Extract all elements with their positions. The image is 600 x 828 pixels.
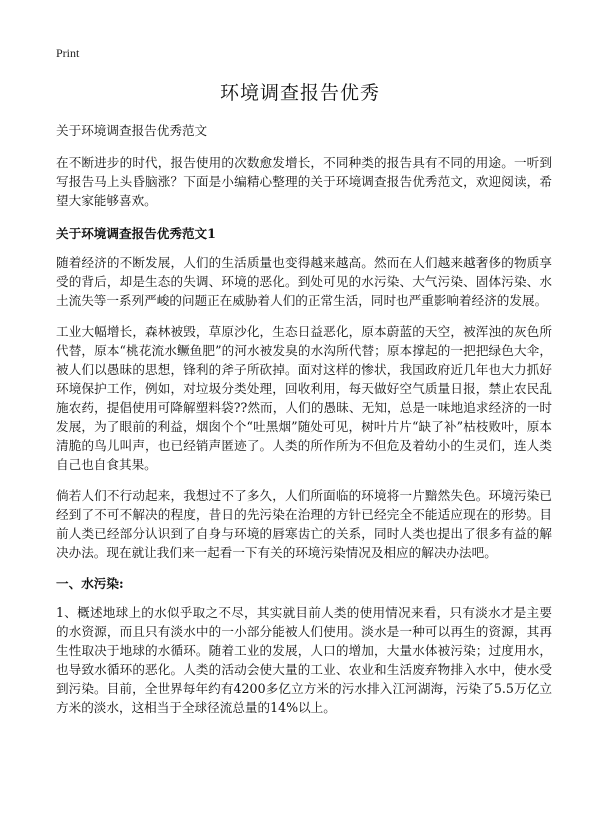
intro-paragraph: 在不断进步的时代，报告使用的次数愈发增长，不同种类的报告具有不同的用途。一听到写报告马上头昏脑涨？下面是小编精心整理的关于环境调查报告优秀范文，欢迎阅读，希望大家能够喜欢。 bbox=[56, 155, 552, 208]
section-heading-water-pollution: 一、水污染: bbox=[56, 576, 124, 591]
document-body bbox=[56, 121, 552, 729]
body-paragraph-1: 随着经济的不断发展，人们的生活质量也变得越来越高。然而在人们越来越奢侈的物质享受的背后，却是生态的失调、环境的恶化。到处可见的水污染、大气污染、固体污染、水土流失等一系列严峻的问题正在威胁着人们的正常生活，同时也严重影响着经济的发展。 bbox=[56, 255, 552, 308]
article-heading: 关于环境调查报告优秀范文1 bbox=[56, 226, 216, 241]
body-paragraph-2: 工业大幅增长，森林被毁，草原沙化，生态日益恶化，原本蔚蓝的天空，被浑浊的灰色所代替，原本“桃花流水鳜鱼肥”的河水被发臭的水沟所代替；原本撑起的一把把绿色大伞，被人们以愚昧的思想，锋利的斧子所砍掉。面对这样的惨状，我国政府近几年也大力抓好环境保护工作，例如，对垃圾分类处理，回收利用，每天做好空气质量日报，禁止农民乱施农药，提倡使用可降解塑料袋??然而，人们的愚昧、无知，总是一味地追求经济的一时发展，为了眼前的利益，烟囱个个“吐黑烟”随处可见，树叶片片“缺了补”枯枝败叶，原本清脆的鸟儿叫声，也已经销声匿迹了。人类的所作所为不但危及着幼小的生灵们，连人类自己也自食其果。 bbox=[56, 324, 552, 472]
document-title: 环境调查报告优秀 bbox=[219, 82, 380, 104]
section-paragraph-water-pollution: 1、概述地球上的水似乎取之不尽，其实就目前人类的使用情况来看，只有淡水才是主要的水资源，而且只有淡水中的一小部分能被人们使用。淡水是一种可以再生的资源，其再生性取决于地球的水循环。随着工业的发展，人口的增加，大量水体被污染；过度用水，也导致水循环的恶化。人类的活动会使大量的工业、农业和生活废弃物排入水中，使水受到污染。目前，全世界每年约有4200多亿立方米的污水排入江河湖海，污染了5.5万亿立方米的淡水，这相当于全球径流总量的14%以上。 bbox=[56, 605, 552, 715]
body-paragraph-3: 倘若人们不行动起来，我想过不了多久，人们所面临的环境将一片黯然失色。环境污染已经到了不可不解决的程度，昔日的先污染在治理的方针已经完全不能适应现在的形势。目前人类已经部分认识到了自身与环境的唇寒齿亡的关系，同时人类也提出了很多有益的解决办法。现在就让我们来一起看一下有关的环境污染情况及相应的解决办法吧。 bbox=[56, 488, 552, 560]
document-subtitle: 关于环境调查报告优秀范文 bbox=[56, 123, 208, 138]
print-link[interactable]: Print bbox=[56, 46, 80, 60]
